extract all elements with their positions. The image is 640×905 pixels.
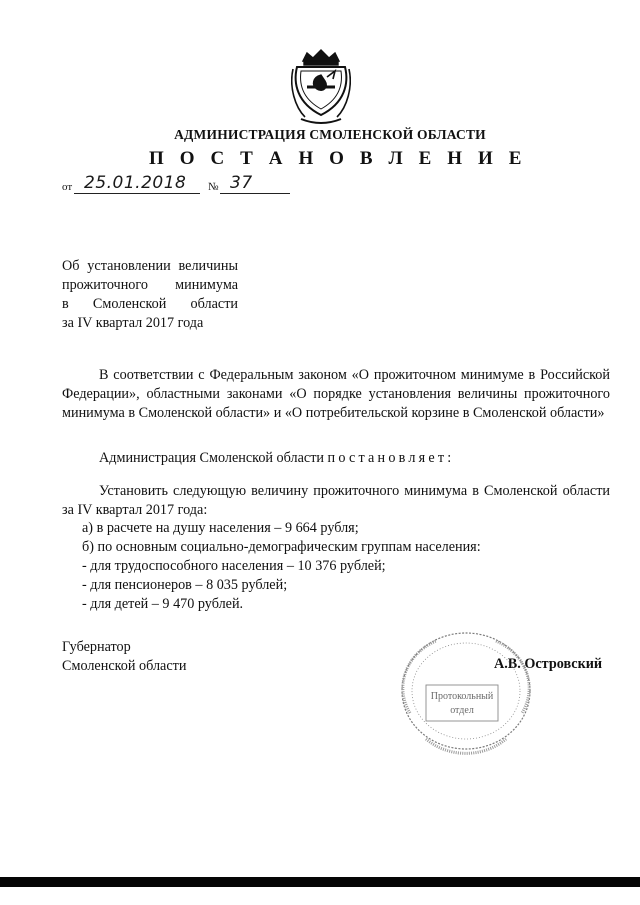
subject-line: Об установлении величины <box>62 258 238 274</box>
signer-position <box>62 638 186 676</box>
stamp-text-line: Протокольный <box>430 691 494 702</box>
list-item: - для трудоспособного населения – 10 376 рублей; <box>82 558 386 574</box>
signer-name: А.В. Островский <box>494 656 603 672</box>
date-value: 25.01.2018 <box>84 173 187 193</box>
document-subject <box>62 257 238 333</box>
signer-position-line: Губернатор <box>62 639 131 655</box>
subsistence-values-list <box>62 519 610 614</box>
coat-of-arms-emblem <box>291 47 351 125</box>
organization-title: АДМИНИСТРАЦИЯ СМОЛЕНСКОЙ ОБЛАСТИ <box>174 127 486 142</box>
decree-paragraph: Установить следующую величину прожиточного минимума в Смоленской области за IV квартал 2017 года: <box>62 483 610 518</box>
resolution-statement <box>62 449 610 468</box>
list-item: а) в расчете на душу населения – 9 664 рубля; <box>82 520 359 536</box>
document-type-title: П О С Т А Н О В Л Е Н И Е <box>149 148 527 169</box>
stamp-text-line: отдел <box>450 705 474 716</box>
legal-basis-paragraph: В соответствии с Федеральным законом «О прожиточном минимуме в Российской Федерации», областными законами «О порядке установления величины прожиточного минимума в Смоленской области» и «О потребительской корзине в Смоленской области» <box>62 367 610 421</box>
list-item: - для пенсионеров – 8 035 рублей; <box>82 577 288 593</box>
list-item: б) по основным социально-демографическим группам населения: <box>82 539 481 555</box>
date-label: от <box>62 181 73 193</box>
number-underline <box>220 193 290 194</box>
subject-line: прожиточного минимума <box>62 277 238 293</box>
office-stamp <box>396 627 536 755</box>
number-label: № <box>208 181 219 193</box>
number-value: 37 <box>230 173 253 193</box>
bottom-scan-bar <box>0 877 640 887</box>
date-underline <box>74 193 200 194</box>
subject-line: за IV квартал 2017 года <box>62 315 204 331</box>
list-item: - для детей – 9 470 рублей. <box>82 596 244 612</box>
signer-position-line: Смоленской области <box>62 658 187 674</box>
resolution-intro: Администрация Смоленской области <box>99 450 324 466</box>
subject-line: в Смоленской области <box>62 296 238 312</box>
date-number-line <box>62 173 302 195</box>
resolution-word: постановляет: <box>327 450 455 466</box>
